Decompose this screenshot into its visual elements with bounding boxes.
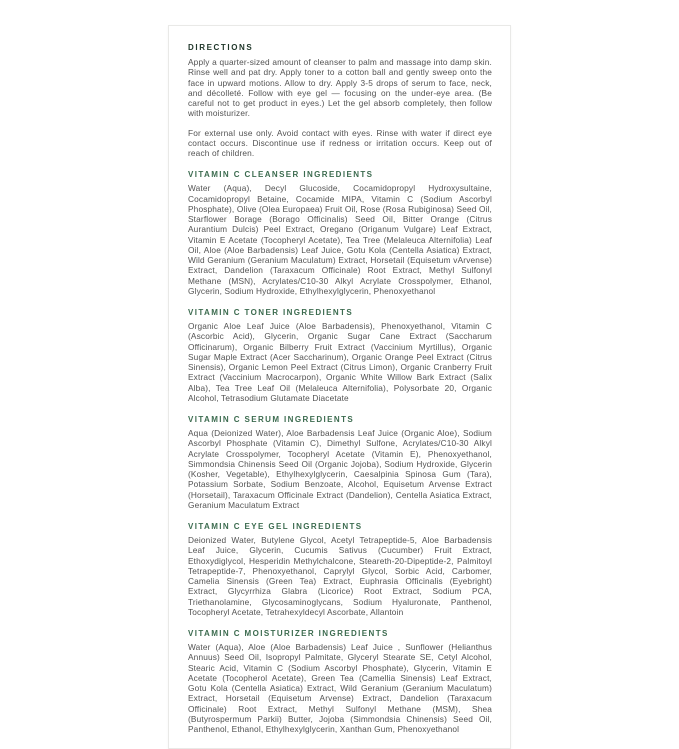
eye-gel-ingredients-list: Deionized Water, Butylene Glycol, Acetyl Tetrapeptide-5, Aloe Barbadensis Leaf Juice, Glycerin, Cucumis Sativus (Cucumber) Fruit Extract, Ethoxydiglycol, Hesperidin Methylchalcone, Steareth-20-Dipeptide-2, Palmitoyl Tetrapeptide-7, Phenoxyethanol, Caprylyl Glycol, Sorbic Acid, Carbomer, Camelia Sinensis (Green Tea) Extract, Euphrasia Officinalis (Eyebright) Extract, Glycyrrhiza Glabra (Licorice) Root Extract, Sodium PCA, Triethanolamine, Glycosaminoglycans, Sodium Hyaluronate, Panthenol, Tocopheryl Acetate, Tetrahexyldecyl Ascorbate, Allantoin — [188, 535, 492, 617]
cleanser-ingredients-list: Water (Aqua), Decyl Glucoside, Cocamidopropyl Hydroxysultaine, Cocamidopropyl Betaine, Cocamide MIPA, Vitamin C (Sodium Ascorbyl Phosphate), Olive (Olea Europaea) Fruit Oil, Rose (Rosa Rubiginosa) Seed Oil, Starflower Borage (Borago Officinalis) Seed Oil, Bitter Orange (Citrus Aurantium Dulcis) Peel Extract, Oregano (Origanum Vulgare) Leaf Extract, Vitamin E Acetate (Tocopheryl Acetate), Tea Tree (Melaleuca Alternifolia) Leaf Oil, Aloe (Aloe Barbadensis) Leaf Juice, Gotu Kola (Centella Asiatica) Extract, Wild Geranium (Geranium Maculatum) Extract, Horsetail (Equisetum vArvense) Extract, Dandelion (Taraxacum Officinale) Root Extract, Methyl Sulfonyl Methane (MSN), Acrylates/C10-30 Alkyl Acrylate Crosspolymer, Ethanol, Glycerin, Sodium Hydroxide, Ethylhexylglycerin, Phenoxyethanol — [188, 183, 492, 296]
cleanser-ingredients-heading: VITAMIN C CLEANSER INGREDIENTS — [188, 170, 374, 180]
moisturizer-ingredients-heading: VITAMIN C MOISTURIZER INGREDIENTS — [188, 629, 389, 638]
eye-gel-ingredients-heading: VITAMIN C EYE GEL INGREDIENTS — [188, 522, 363, 531]
serum-ingredients-heading: VITAMIN C SERUM INGREDIENTS — [188, 415, 355, 424]
toner-ingredients-heading: VITAMIN C TONER INGREDIENTS — [188, 308, 354, 317]
directions-usage-paragraph: Apply a quarter-sized amount of cleanser to palm and massage into damp skin. Rinse well and pat dry. Apply toner to a cotton ball and gently sweep onto the face in upward motions. Allow to dry. Apply 3-5 drops of serum to face, neck, and décolleté. Follow with eye gel — focusing on the under-eye area. (Be careful not to get product in eyes.) Let the gel absorb completely, then follow with moisturizer. — [188, 57, 492, 119]
ingredients-section-toner — [188, 308, 492, 403]
ingredients-section-cleanser — [188, 170, 492, 296]
ingredients-section-eye-gel — [188, 522, 492, 617]
directions-heading: DIRECTIONS — [188, 43, 254, 52]
ingredients-section-moisturizer — [188, 629, 492, 734]
product-info-card — [168, 25, 511, 749]
directions-warning-paragraph: For external use only. Avoid contact with eyes. Rinse with water if direct eye contact occurs. Discontinue use if redness or irritation occurs. Keep out of reach of children. — [188, 127, 492, 158]
serum-ingredients-list: Aqua (Deionized Water), Aloe Barbadensis Leaf Juice (Organic Aloe), Sodium Ascorbyl Phosphate (Vitamin C), Dimethyl Sulfone, Acrylates/C10-30 Alkyl Acrylate Crosspolymer, Tocopheryl Acetate (Vitamin E), Phenoxyethanol, Simmondsia Chinensis Seed Oil (Organic Jojoba), Sodium Hydroxide, Glycerin (Kosher, Vegetable), Ethylhexylglycerin, Caesalpinia Spinosa Gum (Tara), Potassium Sorbate, Sodium Benzoate, Alcohol, Equisetum Arvense Extract (Horsetail), Taraxacum Officinale Extract (Dandelion), Centella Asiatica Extract, Geranium Maculatum Extract — [188, 428, 492, 510]
moisturizer-ingredients-list: Water (Aqua), Aloe (Aloe Barbadensis) Leaf Juice , Sunflower (Helianthus Annuus) Seed Oil, Isopropyl Palmitate, Glyceryl Stearate SE, Cetyl Alcohol, Stearic Acid, Vitamin C (Sodium Ascorbyl Phosphate), Glycerin, Vitamin E Acetate (Tocopherol Acetate), Green Tea (Camellia Sinensis) Leaf Extract, Gotu Kola (Centella Asiatica) Extract, Wild Geranium (Geranium Maculatum) Extract, Horsetail (Equisetum Arvense) Extract, Dandelion (Taraxacum Officinale) Root Extract, Methyl Sulfonyl Methane (MSM), Shea (Butyrospermum Parkii) Butter, Jojoba (Simmondsia Chinensis) Seed Oil, Panthenol, Ethanol, Ethylhexylglycerin, Xanthan Gum, Phenoxyethanol — [188, 642, 492, 734]
toner-ingredients-list: Organic Aloe Leaf Juice (Aloe Barbadensis), Phenoxyethanol, Vitamin C (Ascorbic Acid), Glycerin, Organic Sugar Cane Extract (Saccharum Officinarum), Organic Bilberry Fruit Extract (Vaccinium Myrtillus), Organic Sugar Maple Extract (Acer Saccharinum), Organic Orange Peel Extract (Citrus Sinensis), Organic Lemon Peel Extract (Citrus Limon), Organic Cranberry Fruit Extract (Vaccinium Macrocarpon), Organic White Willow Bark Extract (Salix Alba), Tea Tree Leaf Oil (Melaleuca Alternifolia), Polysorbate 20, Organic Alcohol, Tetrasodium Glutamate Diacetate — [188, 321, 492, 403]
ingredients-section-serum — [188, 415, 492, 510]
